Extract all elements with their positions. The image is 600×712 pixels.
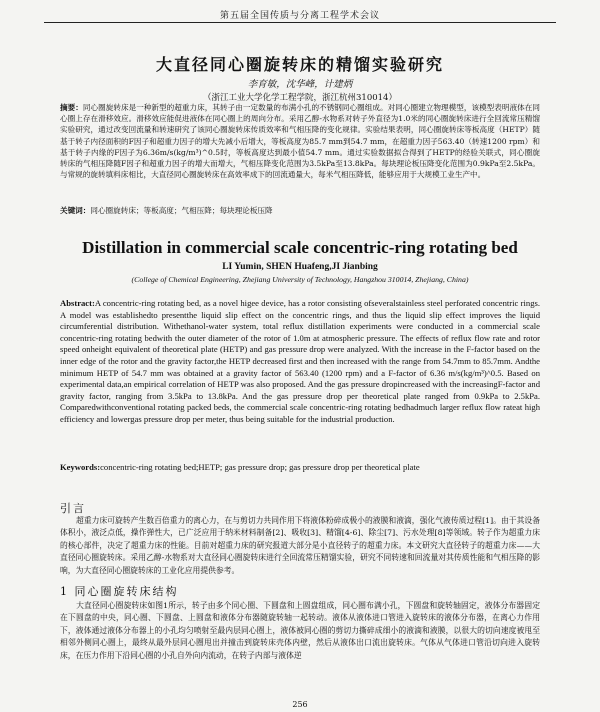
english-abstract — [60, 298, 540, 473]
english-title: Distillation in commercial scale concentric-ring rotating bed — [82, 238, 518, 257]
chinese-authors: 李育敏，沈华峰，计建炳 — [247, 79, 353, 90]
chinese-affiliation: （浙江工业大学化学工程学院，浙江杭州310014） — [203, 93, 397, 103]
intro-heading: 引言 — [60, 502, 86, 515]
chinese-abstract-text: 同心圈旋转床是一种新型的超重力床，其转子由一定数量的布满小孔的不锈钢同心圈组成。对同心圈建立物理模型，该模型表明液体在同心圈上存在滑移效应。滑移效应能促进液体在同心圈上的周向分布。采用乙醇-水物系对转子外直径为1.0米的同心圈旋转床进行全回流常压精馏实验研究，通过改变回流量和转速研究了该同心圈旋转床传质效率和气相压降的变化规律。实验结果表明，同心圈旋转床等板高度（HETP）随基于转子内径面积的F因子和超重力因子的增大先减小后增大，等板高度为85.7 mm到54.7 mm，在超重力因子563.40（转速1200 rpm）和基于转子内缘的F因子为6.36m/s(kg/m³)^0.5时，等板高度达到最小值54.7 mm。通过实验数据拟合得到了HETP的经验关联式，同心圈旋转床的气相压降随F因子和超重力因子的增大而增大，气相压降变化范围为3.5kPa至13.8kPa。每块理论板压降变化范围为0.9kPa至2.5kPa。与常规的旋转填料床相比，大直径同心圈旋转床在高效率成下的回流通量大，每米气相压降低，能够应用于大规模工业生产中。 — [60, 103, 540, 180]
chinese-title: 大直径同心圈旋转床的精馏实验研究 — [155, 55, 444, 74]
english-abstract-label: Abstract: — [60, 298, 95, 308]
section-1-heading: 1 同心圈旋转床结构 — [60, 585, 179, 598]
english-keywords-text: concentric-ring rotating bed;HETP; gas pressure drop; gas pressure drop per theoretical plate — [100, 462, 420, 472]
english-affiliation: (College of Chemical Engineering, Zhejiang University of Technology, Hangzhou 310014, Zhejiang, China) — [131, 275, 469, 284]
intro-paragraph — [60, 515, 540, 581]
english-abstract-text: A concentric-ring rotating bed, as a novel higee device, has a rotor consisting ofseveralstainless steel perforated concentric rings. A model was establishedto presentthe liquid slip effect on the concentric rings, and thus the liquid slip effect improves the liquid circumferential distribution. Withethanol-water system, total reflux distillation experiments were conducted in a commercial scale concentric-ring rotating bedwith the outer diameter of the rotor of 1.0m at atmospheric pressure. The effects of reflux flow rate and rotor speed onheight equivalent of theoretical plate (HETP) and gas pressure drop were analyzed. With the increase in the F-factor based on the inner edge of the rotor and the gravity factor,the HETP decreased first and then increased with the range from 54.7mm to 85.7mm. Andthe minimum HETP of 54.7 mm was obtained at a gravity factor of 563.40 (1200 rpm) and a F-factor of 6.36 m/s(kg/m³)^0.5. Based on experimental data,an empirical correlation of HETP was also proposed. And the gas pressure dropincreased with the increasingF-factor and gravity factor, ranging from 3.5kPa to 13.8kPa. And the gas pressure drop per theoretical plate ranged from 0.9kPa to 2.5kPa. Comparedwithconventional rotating packed beds, the commercial scale concentric-ring rotating bedhadmuch larger reflux flow rateat high efficiency and lowergas pressure drop per meter, thus being suitable for the industrial production. — [60, 298, 540, 424]
chinese-abstract-label: 摘要： — [60, 103, 83, 112]
header-rule — [44, 22, 556, 23]
section-1-paragraph-text: 大直径同心圈旋转床如图1所示，转子由多个同心圈、下圆盘和上圆盘组成，同心圈布满小孔，下圆盘和旋转轴固定，液体分布器固定在下圆盘的中央，同心圈、下圆盘、上圆盘和液体分布器随旋转轴一起转动。液体从液体进口管进入旋转床的液体分布器，在离心力作用下，液体通过液体分布器上的小孔均匀喷射至最内层同心圈上，液体被同心圈的剪切力撕碎成细小的液滴和液膜，以很大的切向速度被甩至相邻外侧同心圈上，最终从最外层同心圈甩出并撞击到旋转床壳体内壁，然后从液体出口流出旋转床。气体从气体进口管沿切向进入旋转床，在压力作用下沿同心圈的小孔自外向内流动，在转子内部与液体逆 — [60, 601, 540, 660]
page-number: 256 — [292, 700, 308, 709]
intro-paragraph-text: 超重力床可旋转产生数百倍重力的离心力，在与剪切力共同作用下将液体粉碎成极小的液膜和液滴，强化气液传质过程[1]。由于其设备体积小，液泛点低，操作弹性大，已广泛应用于纳米材料制备[2]、吸收[3]、精馏[4-6]、除尘[7]、污水处理[8]等领域。转子作为超重力床的核心部件，决定了超重力床的性能。目前对超重力床的研究报道大部分是小直径转子的超重力床。本文研究大直径转子的超重力床——大直径同心圈旋转床。采用乙醇-水物系对大直径同心圈旋转床进行全回流常压精馏实验，研究不同转速和回流量对其传质性能和气相压降的影响，为大直径同心圈旋转床的工业化应用提供参考。 — [60, 516, 540, 575]
running-head: 第五届全国传质与分离工程学术会议 — [219, 11, 380, 21]
english-keywords — [60, 462, 540, 474]
english-authors: LI Yumin, SHEN Huafeng,JI Jianbing — [222, 262, 378, 272]
chinese-keywords-text: 同心圈旋转床；等板高度；气相压降；每块理论板压降 — [90, 206, 273, 215]
chinese-keywords — [60, 205, 540, 216]
chinese-abstract — [60, 102, 540, 252]
chinese-keywords-label: 关键词： — [60, 206, 91, 215]
english-keywords-label: Keywords: — [60, 462, 101, 472]
section-1-paragraph — [60, 600, 540, 698]
